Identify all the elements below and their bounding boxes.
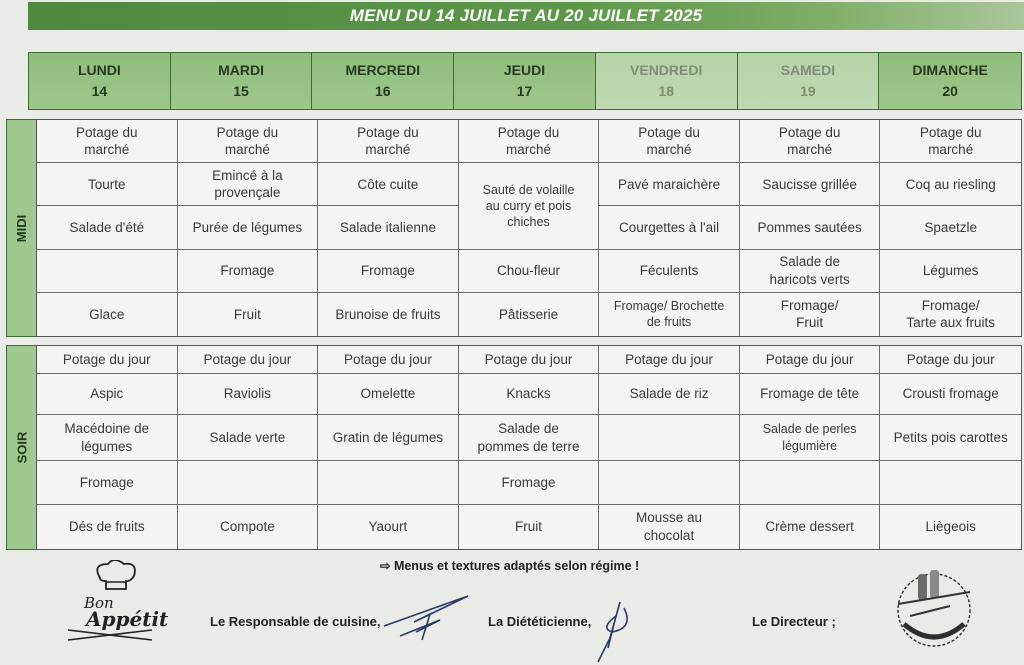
- soir-cell: Compote: [178, 505, 319, 549]
- day-date: 14: [91, 83, 108, 99]
- hospital-seal: [884, 560, 984, 660]
- hospital-seal-icon: [884, 560, 984, 660]
- soir-cell: [599, 461, 740, 505]
- soir-cell: Liègeois: [925, 519, 976, 535]
- soir-cell: Fromage: [459, 461, 600, 505]
- day-name: VENDREDI: [630, 62, 703, 78]
- day-header-4: [596, 53, 738, 109]
- day-header-6: [879, 53, 1021, 109]
- day-name: JEUDI: [503, 62, 546, 78]
- midi-label: MIDI: [13, 214, 29, 242]
- midi-cell: Salade d'été: [37, 206, 178, 249]
- soir-cell: Omelette: [318, 374, 459, 415]
- soir-cell: Potage du jour: [740, 346, 881, 374]
- soir-cell: [178, 461, 319, 505]
- days-header: [28, 52, 1022, 110]
- soir-cell: Fromage de tête: [740, 374, 881, 415]
- soir-cell: Salade de perles légumière: [740, 415, 881, 461]
- day-name: MERCREDI: [345, 62, 421, 78]
- midi-cell: Féculents: [599, 250, 740, 293]
- day-header-3: [454, 53, 596, 109]
- midi-cell: Fromage: [178, 250, 319, 293]
- day-name: LUNDI: [77, 62, 121, 78]
- midi-side-label: [6, 119, 36, 337]
- soir-cell: [599, 415, 740, 461]
- soir-cell: Potage du jour: [318, 346, 459, 374]
- soir-cell: Fruit: [459, 505, 600, 549]
- midi-cell: Potage du marché: [459, 120, 600, 163]
- day-name: DIMANCHE: [912, 62, 988, 78]
- midi-cell: Fromage/ Brochette de fruits: [599, 293, 740, 336]
- day-header-0: [29, 53, 171, 109]
- midi-cell: Pavé maraichère: [599, 163, 740, 206]
- soir-cell: Potage du jour: [459, 346, 600, 374]
- day-date: 17: [516, 83, 533, 99]
- soir-grid: [36, 345, 1022, 550]
- midi-cell: [37, 250, 178, 293]
- menu-title: MENU DU 14 JUILLET AU 20 JUILLET 2025: [349, 6, 703, 25]
- midi-cell: Emincé à la provençale: [178, 163, 319, 206]
- logo-line2: Appétit: [86, 607, 169, 631]
- title-banner: [28, 2, 1024, 30]
- soir-label: SOIR: [14, 431, 30, 464]
- midi-cell: Chou-fleur: [459, 250, 600, 293]
- midi-cell: Coq au riesling: [880, 163, 1021, 206]
- day-header-2: [312, 53, 454, 109]
- soir-cell: Salade verte: [178, 415, 319, 461]
- soir-cell: Aspic: [37, 374, 178, 415]
- midi-section: [6, 119, 1022, 337]
- midi-cell: Potage du marché: [318, 120, 459, 163]
- soir-cell: Mousse au chocolat: [599, 505, 740, 549]
- soir-cell: Potage du jour: [599, 346, 740, 374]
- midi-cell: Potage du marché: [178, 120, 319, 163]
- midi-cell: Brunoise de fruits: [318, 293, 459, 336]
- soir-cell: Crème dessert: [740, 505, 881, 549]
- soir-cell: Macédoine de légumes: [37, 415, 178, 461]
- chef-hat-icon: [62, 560, 172, 645]
- day-header-5: [738, 53, 880, 109]
- soir-cell: Yaourt: [318, 505, 459, 549]
- soir-cell: Fromage: [37, 461, 178, 505]
- soir-cell: [318, 461, 459, 505]
- logo-line1: Bon: [84, 594, 114, 612]
- cuisine-signature-scribble: [380, 592, 480, 646]
- soir-cell: Petits pois carottes: [880, 415, 1021, 461]
- day-date: 20: [942, 83, 958, 99]
- signature-dieteticienne-label: La Diététicienne,: [488, 614, 592, 629]
- soir-cell: Crousti fromage: [880, 374, 1021, 415]
- diet-note: ⇨ Menus et textures adaptés selon régime !: [380, 559, 640, 573]
- midi-cell: Tourte: [37, 163, 178, 206]
- soir-cell: Gratin de légumes: [318, 415, 459, 461]
- soir-cell: Knacks: [459, 374, 600, 415]
- soir-side-label: [6, 345, 36, 550]
- midi-cell: Courgettes à l'ail: [599, 206, 740, 249]
- midi-cell: Pâtisserie: [459, 293, 600, 336]
- day-date: 16: [374, 83, 391, 99]
- midi-cell: Glace: [37, 293, 178, 336]
- day-name: MARDI: [218, 62, 264, 78]
- midi-cell: Légumes: [880, 250, 1021, 293]
- soir-cell: [740, 461, 881, 505]
- day-name: SAMEDI: [780, 62, 836, 78]
- midi-cell: Saucisse grillée: [740, 163, 881, 206]
- midi-cell: Potage du marché: [37, 120, 178, 163]
- midi-cell: Fromage/ Fruit: [740, 293, 881, 336]
- signature-directeur-label: Le Directeur ;: [752, 614, 836, 629]
- midi-cell: Spaetzle: [880, 206, 1021, 249]
- signature-cuisine-label: Le Responsable de cuisine,: [210, 614, 381, 629]
- midi-cell: Potage du marché: [599, 120, 740, 163]
- midi-cell: Pommes sautées: [740, 206, 881, 249]
- midi-cell: Potage du marché: [880, 120, 1021, 163]
- midi-grid: [36, 119, 1022, 337]
- soir-cell: Salade de riz: [599, 374, 740, 415]
- soir-cell: [880, 461, 1021, 505]
- midi-cell: Fromage: [318, 250, 459, 293]
- midi-cell: Purée de légumes: [178, 206, 319, 249]
- day-header-1: [171, 53, 313, 109]
- soir-cell: Raviolis: [178, 374, 319, 415]
- day-date: 19: [800, 83, 816, 99]
- dieteticienne-signature-scribble: [590, 598, 640, 665]
- bon-appetit-logo: [62, 560, 172, 645]
- day-date: 18: [658, 83, 674, 99]
- midi-cell: Côte cuite: [318, 163, 459, 206]
- soir-cell: Potage du jour: [37, 346, 178, 374]
- midi-cell: Potage du marché: [740, 120, 881, 163]
- midi-cell: Fruit: [178, 293, 319, 336]
- midi-cell: Fromage/ Tarte aux fruits: [906, 297, 995, 331]
- midi-cell: Salade de haricots verts: [740, 250, 881, 293]
- soir-cell: Potage du jour: [880, 346, 1021, 374]
- day-date: 15: [233, 83, 249, 99]
- soir-cell: Potage du jour: [178, 346, 319, 374]
- midi-cell: Sauté de volaille au curry et pois chiches: [459, 163, 600, 249]
- midi-cell: Salade italienne: [318, 206, 459, 249]
- soir-section: [6, 345, 1022, 550]
- soir-cell: Dés de fruits: [37, 505, 178, 549]
- soir-cell: Salade de pommes de terre: [459, 415, 600, 461]
